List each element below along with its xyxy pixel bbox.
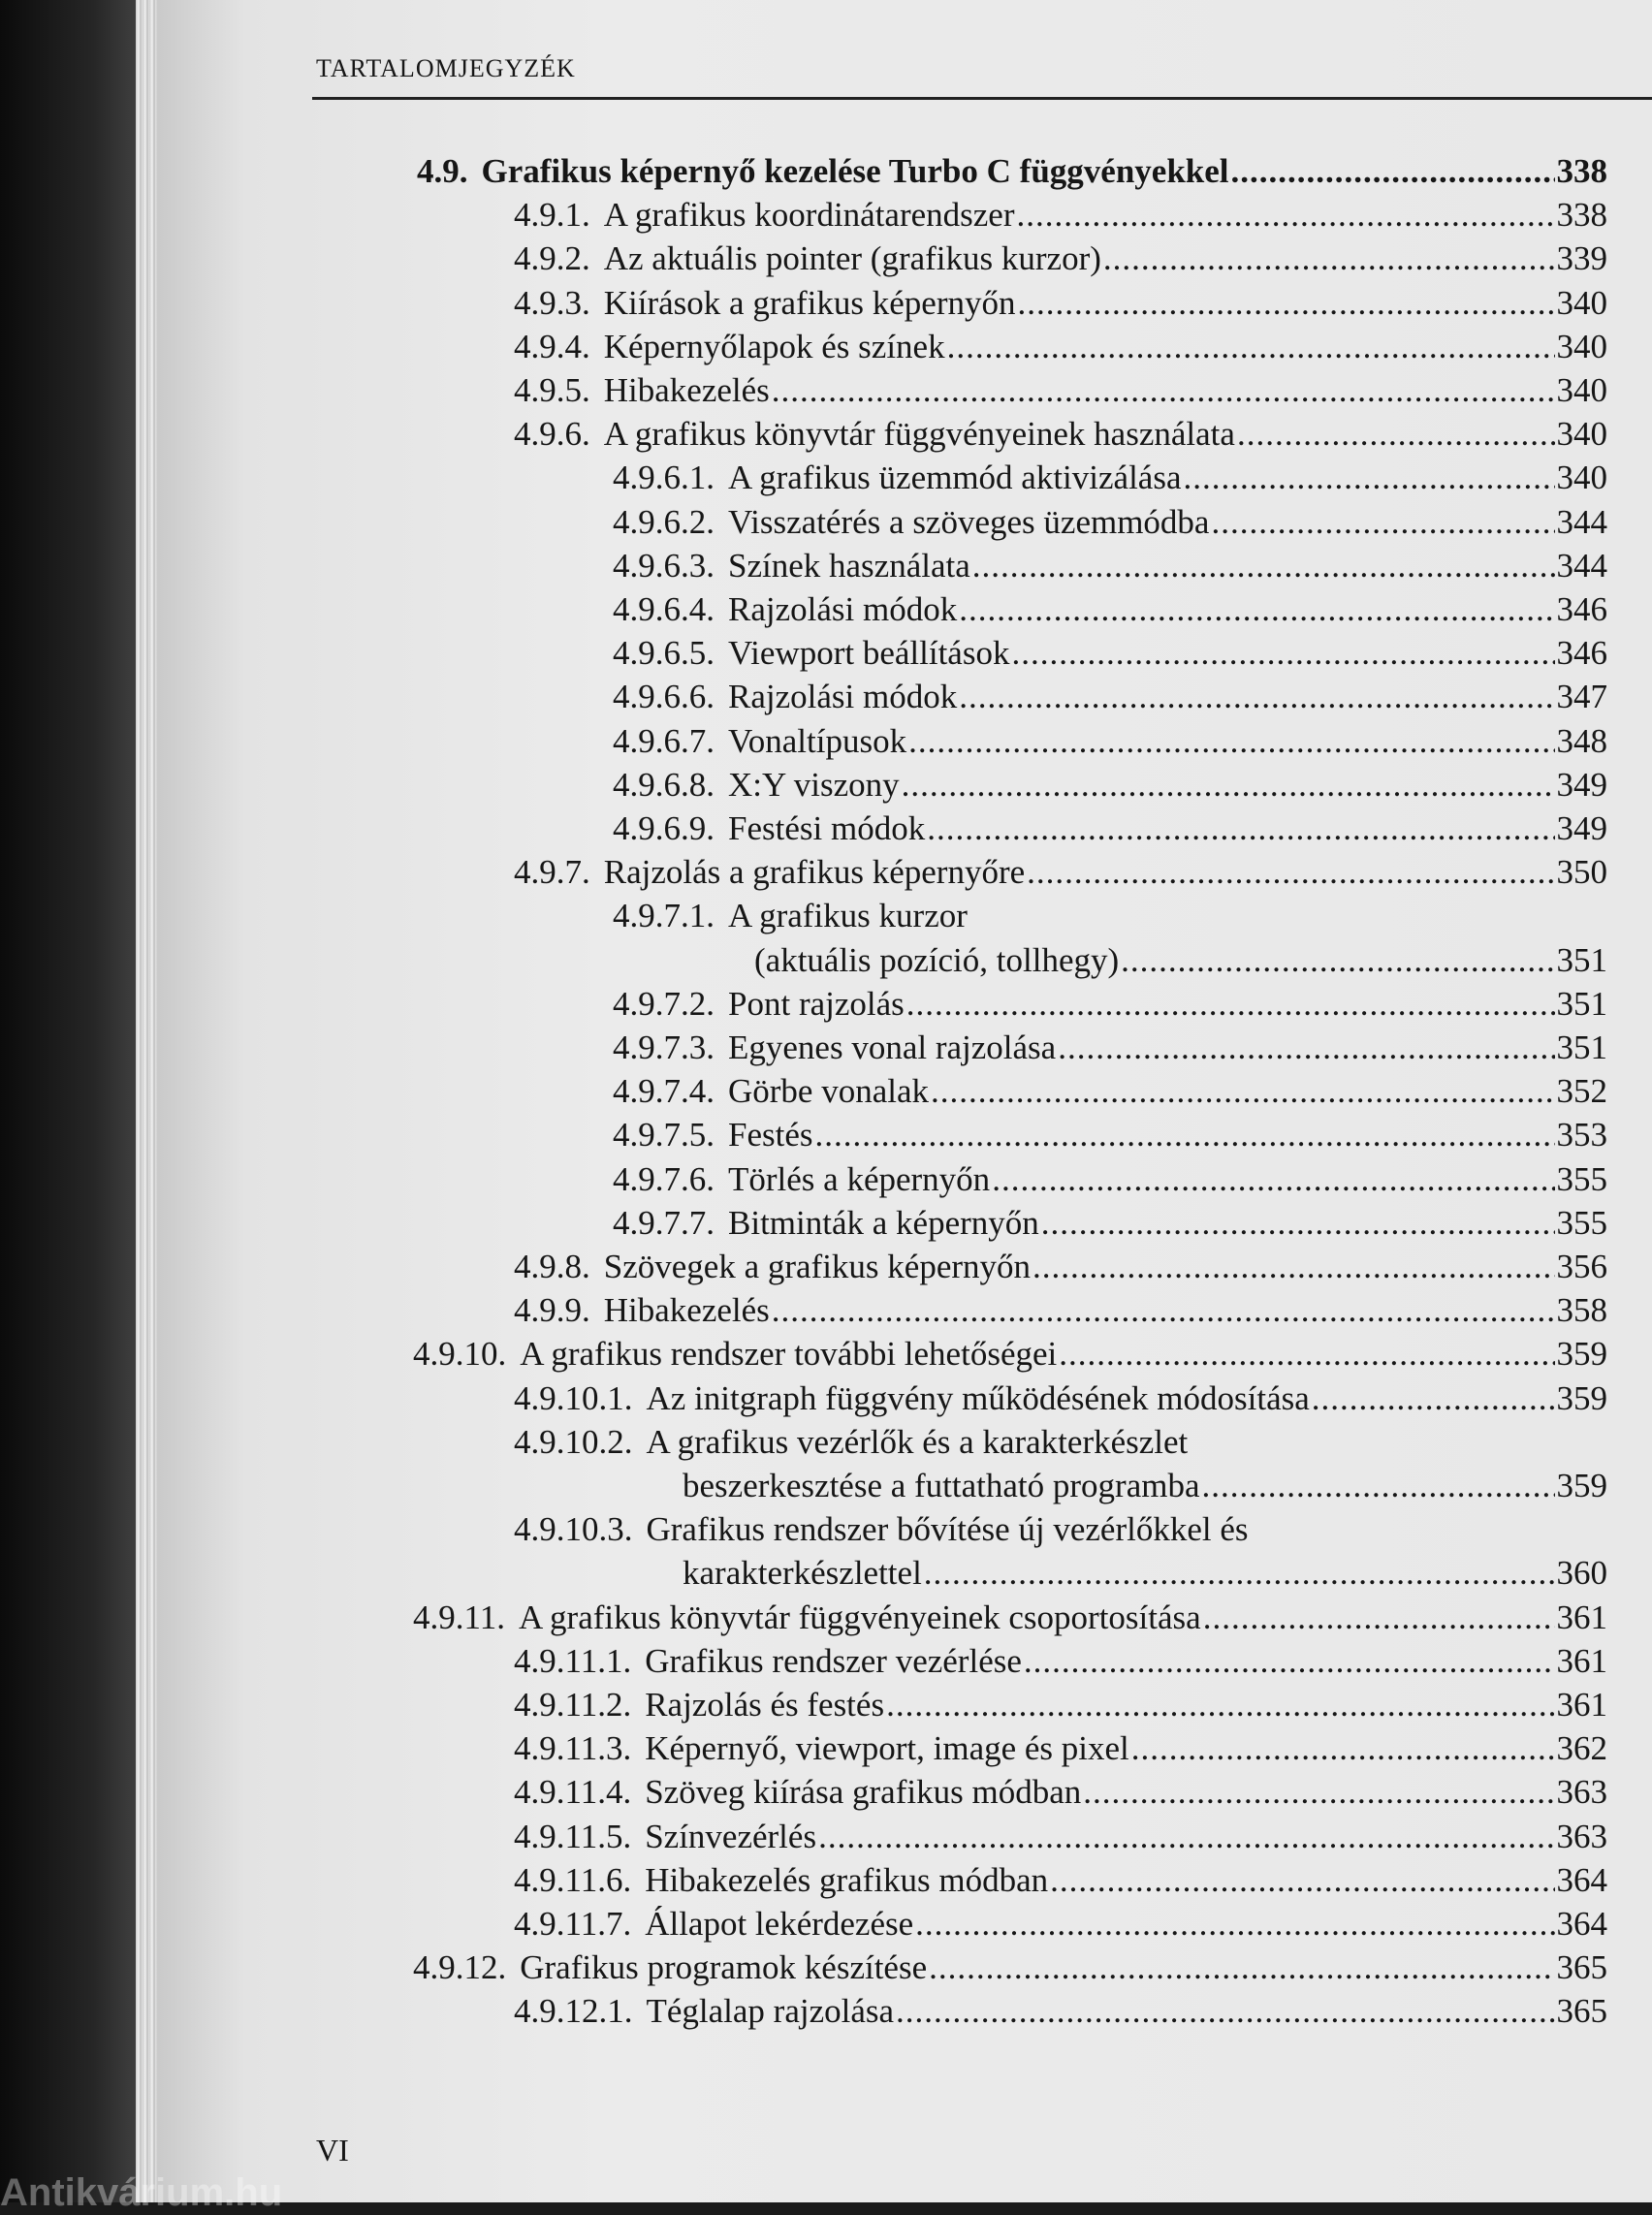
toc-leader-dots: [1011, 632, 1554, 675]
toc-leader-dots: [927, 807, 1554, 850]
toc-entry-title: Grafikus rendszer bővítése új vezérlőkkel és: [646, 1510, 1249, 1549]
toc-entry-title: Grafikus rendszer vezérlése: [645, 1641, 1022, 1680]
toc-entry: [613, 983, 1607, 1026]
watermark: Antikvárium.hu: [0, 2171, 283, 2214]
toc-entry-title: Pont rajzolás: [728, 984, 905, 1023]
toc-leader-dots: [992, 1158, 1554, 1201]
toc-leader-dots: [1032, 1246, 1554, 1288]
toc-entry: [514, 1727, 1607, 1770]
toc-leader-dots: [924, 1552, 1555, 1595]
toc-entry-title: Festés: [728, 1116, 813, 1155]
toc-entry-title: Szövegek a grafikus képernyőn: [603, 1248, 1032, 1285]
toc-leader-dots: [1203, 1597, 1555, 1639]
toc-page-number: 349: [1556, 809, 1607, 847]
toc-entry-title: Hibakezelés: [603, 371, 770, 409]
toc-page-number: 356: [1556, 1248, 1607, 1285]
toc-leader-dots: [1121, 939, 1554, 982]
toc-entry: [613, 1070, 1607, 1113]
toc-entry: [514, 1816, 1607, 1858]
toc-entry: [413, 1333, 1607, 1376]
toc-leader-dots: [908, 720, 1554, 763]
toc-leader-dots: [1017, 194, 1555, 237]
toc-entry: [613, 1158, 1607, 1201]
toc-page-number: 339: [1556, 239, 1607, 278]
toc-leader-dots: [959, 676, 1554, 718]
toc-leader-dots: [1237, 413, 1555, 456]
toc-entry-number: 4.9.11.7.: [514, 1905, 632, 1943]
toc-entry-title: Grafikus képernyő kezelése Turbo C függvényekkel: [481, 152, 1229, 190]
toc-entry-number: 4.9.6.8.: [613, 765, 715, 804]
toc-entry: [514, 194, 1607, 237]
toc-leader-dots: [902, 764, 1555, 807]
toc-leader-dots: [1231, 150, 1555, 193]
toc-entry-title: Színek használata: [728, 546, 970, 585]
toc-entry-number: 4.9.3.: [514, 283, 590, 322]
toc-entry: [514, 1377, 1607, 1420]
toc-entry: [514, 1289, 1607, 1332]
toc-page-number: 364: [1556, 1860, 1607, 1899]
toc-entry: [613, 1114, 1607, 1156]
toc-entry: [613, 807, 1607, 850]
toc-entry-title: Rajzolás a grafikus képernyőre: [603, 853, 1026, 892]
toc-entry-number: 4.9.10.: [413, 1335, 507, 1374]
toc-page-number: 361: [1556, 1686, 1607, 1724]
toc-page-number: 351: [1556, 1028, 1607, 1066]
toc-entry-number: 4.9.7.6.: [613, 1159, 715, 1198]
toc-entry: [613, 764, 1607, 807]
toc-entry: [613, 1027, 1607, 1069]
toc-page-number: 349: [1556, 765, 1607, 804]
toc-entry-number: 4.9.6.5.: [613, 634, 715, 673]
toc-leader-dots: [1211, 501, 1554, 544]
toc-entry-title: A grafikus könyvtár függvényeinek csoportosítása: [518, 1598, 1201, 1636]
toc-page-number: 348: [1556, 721, 1607, 760]
toc-page-number: 347: [1556, 678, 1607, 716]
toc-page-number: 344: [1556, 502, 1607, 541]
toc-entry: [514, 282, 1607, 325]
toc-entry-number: 4.9.12.: [413, 1948, 507, 1987]
toc-entry-title: Színvezérlés: [645, 1817, 817, 1855]
toc-entry-title: A grafikus vezérlők és a karakterkészlet: [646, 1422, 1189, 1461]
toc-entry-title-continued: beszerkesztése a futtatható programba: [683, 1467, 1200, 1504]
toc-leader-dots: [1027, 851, 1554, 894]
toc-page-number: 355: [1556, 1159, 1607, 1198]
toc-entry-title-continued: (aktuális pozíció, tollhegy): [754, 940, 1120, 979]
toc-leader-dots: [896, 1990, 1554, 2033]
toc-entry: [514, 1771, 1607, 1814]
toc-entry: [413, 1946, 1607, 1989]
toc-entry-number: 4.9.: [417, 152, 468, 190]
toc-entry: [613, 632, 1607, 675]
toc-page-number: 359: [1556, 1467, 1607, 1504]
toc-leader-dots: [1103, 237, 1555, 280]
toc-leader-dots: [1024, 1640, 1555, 1683]
toc-entry-number: 4.9.10.2.: [514, 1422, 633, 1461]
toc-entry-number: 4.9.6.1.: [613, 459, 715, 497]
toc-entry-title: A grafikus üzemmód aktivizálása: [728, 459, 1182, 497]
toc-entry: [613, 676, 1607, 718]
toc-entry: [514, 1640, 1607, 1683]
toc-page-number: 340: [1556, 371, 1607, 409]
toc-leader-dots: [959, 588, 1554, 631]
toc-page-number: 344: [1556, 546, 1607, 585]
toc-entry-title: A grafikus rendszer további lehetőségei: [520, 1335, 1058, 1374]
toc-entry-number: 4.9.11.1.: [514, 1641, 632, 1680]
toc-entry-number: 4.9.9.: [514, 1291, 590, 1330]
toc-entry: [613, 501, 1607, 544]
page-edges: [136, 0, 157, 2202]
toc-page-number: 338: [1556, 196, 1607, 235]
toc-entry-title: Festési módok: [728, 809, 926, 847]
toc-entry-number: 4.9.7.1.: [613, 897, 715, 935]
toc-entry-number: 4.9.1.: [514, 196, 590, 235]
toc-leader-dots: [886, 1684, 1554, 1726]
toc-entry-title: Vonaltípusok: [728, 721, 907, 760]
toc-entry: [413, 1597, 1607, 1639]
toc-page-number: 365: [1556, 1992, 1607, 2031]
toc-entry: [514, 1684, 1607, 1726]
toc-leader-dots: [972, 545, 1555, 587]
toc-entry-title: Képernyő, viewport, image és pixel: [645, 1729, 1129, 1768]
toc-leader-dots: [1184, 457, 1555, 499]
toc-entry-number: 4.9.4.: [514, 327, 590, 365]
toc-leader-dots: [815, 1114, 1555, 1156]
toc-leader-dots: [1131, 1727, 1555, 1770]
toc-entry-title: Szöveg kiírása grafikus módban: [645, 1773, 1082, 1812]
toc-entry-title: Törlés a képernyőn: [728, 1159, 991, 1198]
toc-entry-title: X:Y viszony: [728, 765, 900, 804]
toc-leader-dots: [947, 326, 1555, 368]
toc-entry-number: 4.9.2.: [514, 239, 590, 278]
toc-entry-continuation: [754, 939, 1607, 982]
toc-entry-title: Téglalap rajzolása: [646, 1992, 895, 2031]
page-folio: VI: [316, 2133, 349, 2168]
toc-entry: [613, 457, 1607, 499]
toc-entry-number: 4.9.6.6.: [613, 678, 715, 716]
toc-page-number: 346: [1556, 590, 1607, 628]
toc-entry-title: Az aktuális pointer (grafikus kurzor): [603, 239, 1101, 278]
toc-entry-title: Görbe vonalak: [728, 1072, 930, 1111]
toc-leader-dots: [1017, 282, 1554, 325]
toc-leader-dots: [772, 1289, 1555, 1332]
toc-entry-number: 4.9.11.5.: [514, 1817, 632, 1855]
toc-entry-title: Bitminták a képernyőn: [728, 1203, 1039, 1242]
toc-entry-title: A grafikus koordinátarendszer: [603, 196, 1015, 235]
toc-entry-number: 4.9.6.3.: [613, 546, 715, 585]
toc-entry-number: 4.9.8.: [514, 1248, 590, 1285]
toc-leader-dots: [1041, 1202, 1555, 1245]
toc-entry: [514, 326, 1607, 368]
toc-entry: [417, 150, 1607, 193]
toc-entry-number: 4.9.5.: [514, 371, 590, 409]
toc-entry-number: 4.9.10.1.: [514, 1378, 633, 1417]
toc-entry-title: Egyenes vonal rajzolása: [728, 1028, 1057, 1066]
toc-leader-dots: [818, 1816, 1554, 1858]
toc-page-number: 340: [1556, 283, 1607, 322]
toc-page-number: 351: [1556, 940, 1607, 979]
toc-entry: [514, 369, 1607, 412]
toc-entry-title: Az initgraph függvény működésének módosítása: [646, 1378, 1310, 1417]
toc-entry-number: 4.9.12.1.: [514, 1992, 633, 2031]
toc-page-number: 353: [1556, 1116, 1607, 1155]
book-gutter-shadow: [0, 0, 155, 2202]
toc-page-number: 360: [1556, 1554, 1607, 1593]
toc-entry-title: Visszatérés a szöveges üzemmódba: [728, 502, 1210, 541]
toc-page-number: 346: [1556, 634, 1607, 673]
toc-entry-title: A grafikus könyvtár függvényeinek használata: [603, 415, 1235, 454]
toc-entry-number: 4.9.6.4.: [613, 590, 715, 628]
toc-entry-title: Képernyőlapok és színek: [603, 327, 945, 365]
toc-leader-dots: [772, 369, 1555, 412]
toc-entry-number: 4.9.7.2.: [613, 984, 715, 1023]
toc-page-number: 358: [1556, 1291, 1607, 1330]
toc-entry: [613, 720, 1607, 763]
toc-leader-dots: [1312, 1377, 1555, 1420]
toc-entry-title: Viewport beállítások: [728, 634, 1010, 673]
toc-page-number: 351: [1556, 984, 1607, 1023]
toc-page-number: 365: [1556, 1948, 1607, 1987]
toc-page-number: 340: [1556, 459, 1607, 497]
toc-entry-title: Grafikus programok készítése: [520, 1948, 928, 1987]
toc-page-number: 361: [1556, 1598, 1607, 1636]
toc-leader-dots: [931, 1070, 1554, 1113]
running-header: TARTALOMJEGYZÉK: [316, 54, 576, 82]
toc-entry: [514, 1859, 1607, 1902]
toc-entry: [514, 1990, 1607, 2033]
toc-page-number: 359: [1556, 1378, 1607, 1417]
toc-entry: [613, 588, 1607, 631]
toc-entry-title: Kiírások a grafikus képernyőn: [603, 283, 1016, 322]
toc-entry: [514, 413, 1607, 456]
toc-entry-number: 4.9.10.3.: [514, 1510, 633, 1549]
toc-entry-continuation: [683, 1465, 1607, 1507]
toc-entry: [514, 851, 1607, 894]
toc-entry-number: 4.9.11.: [413, 1598, 505, 1636]
toc-page-number: 363: [1556, 1773, 1607, 1812]
toc-page-number: 338: [1556, 152, 1607, 190]
toc-entry-title: Rajzolási módok: [728, 678, 958, 716]
toc-entry: [514, 237, 1607, 280]
toc-page-number: 359: [1556, 1335, 1607, 1374]
toc-entry-number: 4.9.7.5.: [613, 1116, 715, 1155]
toc-entry: [613, 545, 1607, 587]
toc-page-number: 350: [1556, 853, 1607, 892]
toc-entry-title: Állapot lekérdezése: [645, 1905, 914, 1943]
toc-entry-number: 4.9.11.3.: [514, 1729, 632, 1768]
toc-page-number: 364: [1556, 1905, 1607, 1943]
toc-leader-dots: [1058, 1027, 1554, 1069]
toc-page-number: 363: [1556, 1817, 1607, 1855]
toc-entry-title-continued: karakterkészlettel: [683, 1554, 922, 1593]
toc-entry-title: Rajzolási módok: [728, 590, 958, 628]
toc-page-number: 352: [1556, 1072, 1607, 1111]
toc-leader-dots: [1083, 1771, 1554, 1814]
toc-entry-title: A grafikus kurzor: [728, 897, 968, 935]
toc-entry: [613, 895, 968, 937]
toc-leader-dots: [915, 1903, 1554, 1946]
toc-page-number: 355: [1556, 1203, 1607, 1242]
toc-entry: [613, 1202, 1607, 1245]
toc-entry: [514, 1421, 1188, 1464]
toc-entry-number: 4.9.6.2.: [613, 502, 715, 541]
toc-entry-number: 4.9.7.3.: [613, 1028, 715, 1066]
toc-leader-dots: [1050, 1859, 1554, 1902]
toc-page-number: 340: [1556, 415, 1607, 454]
toc-page-number: 340: [1556, 327, 1607, 365]
toc-entry-title: Hibakezelés grafikus módban: [645, 1860, 1049, 1899]
toc-entry-continuation: [683, 1552, 1607, 1595]
toc-entry-number: 4.9.7.: [514, 853, 590, 892]
toc-entry-number: 4.9.7.4.: [613, 1072, 715, 1111]
toc-entry-title: Rajzolás és festés: [645, 1686, 885, 1724]
header-rule: [312, 97, 1652, 100]
toc-entry-number: 4.9.6.9.: [613, 809, 715, 847]
toc-entry-number: 4.9.6.7.: [613, 721, 715, 760]
toc-entry: [514, 1903, 1607, 1946]
toc-entry-number: 4.9.11.2.: [514, 1686, 632, 1724]
toc-page-number: 362: [1556, 1729, 1607, 1768]
toc-entry-title: Hibakezelés: [603, 1291, 770, 1330]
toc-entry: [514, 1246, 1607, 1288]
toc-leader-dots: [906, 983, 1555, 1026]
toc-leader-dots: [1202, 1465, 1555, 1507]
toc-entry-number: 4.9.11.6.: [514, 1860, 632, 1899]
toc-page-number: 361: [1556, 1641, 1607, 1680]
toc-leader-dots: [929, 1946, 1554, 1989]
toc-entry-number: 4.9.6.: [514, 415, 590, 454]
toc-entry-number: 4.9.7.7.: [613, 1203, 715, 1242]
toc-entry-number: 4.9.11.4.: [514, 1773, 632, 1812]
toc-entry: [514, 1508, 1249, 1551]
toc-leader-dots: [1059, 1333, 1554, 1376]
